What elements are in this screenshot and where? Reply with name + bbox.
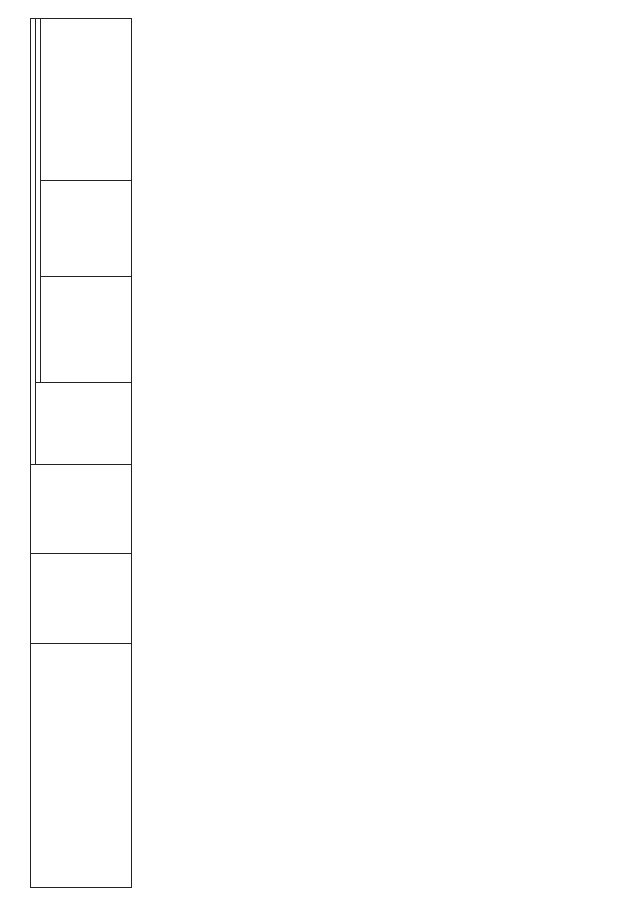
total-row-extra — [152, 19, 172, 181]
total-row-period — [152, 464, 172, 554]
total-row-name — [152, 644, 172, 888]
section-block — [132, 19, 193, 888]
header-capacity — [31, 554, 132, 644]
total-row-federal — [152, 276, 172, 382]
including-row-empty-2 — [172, 554, 192, 644]
including-label — [172, 464, 192, 554]
header-extra — [41, 19, 132, 181]
including-row — [172, 19, 192, 888]
total-row — [152, 19, 172, 888]
header-total — [36, 382, 132, 464]
header-subject — [41, 180, 132, 276]
header-name — [31, 644, 132, 888]
financing-table — [30, 18, 192, 888]
header-period — [31, 464, 132, 554]
total-row-total — [152, 382, 172, 464]
including-row-rest — [172, 19, 192, 465]
including-row-empty — [172, 644, 192, 888]
section-row — [132, 19, 153, 888]
total-row-capacity — [152, 554, 172, 644]
header-federal — [41, 276, 132, 382]
section-title — [132, 19, 153, 888]
total-row-subject — [152, 180, 172, 276]
